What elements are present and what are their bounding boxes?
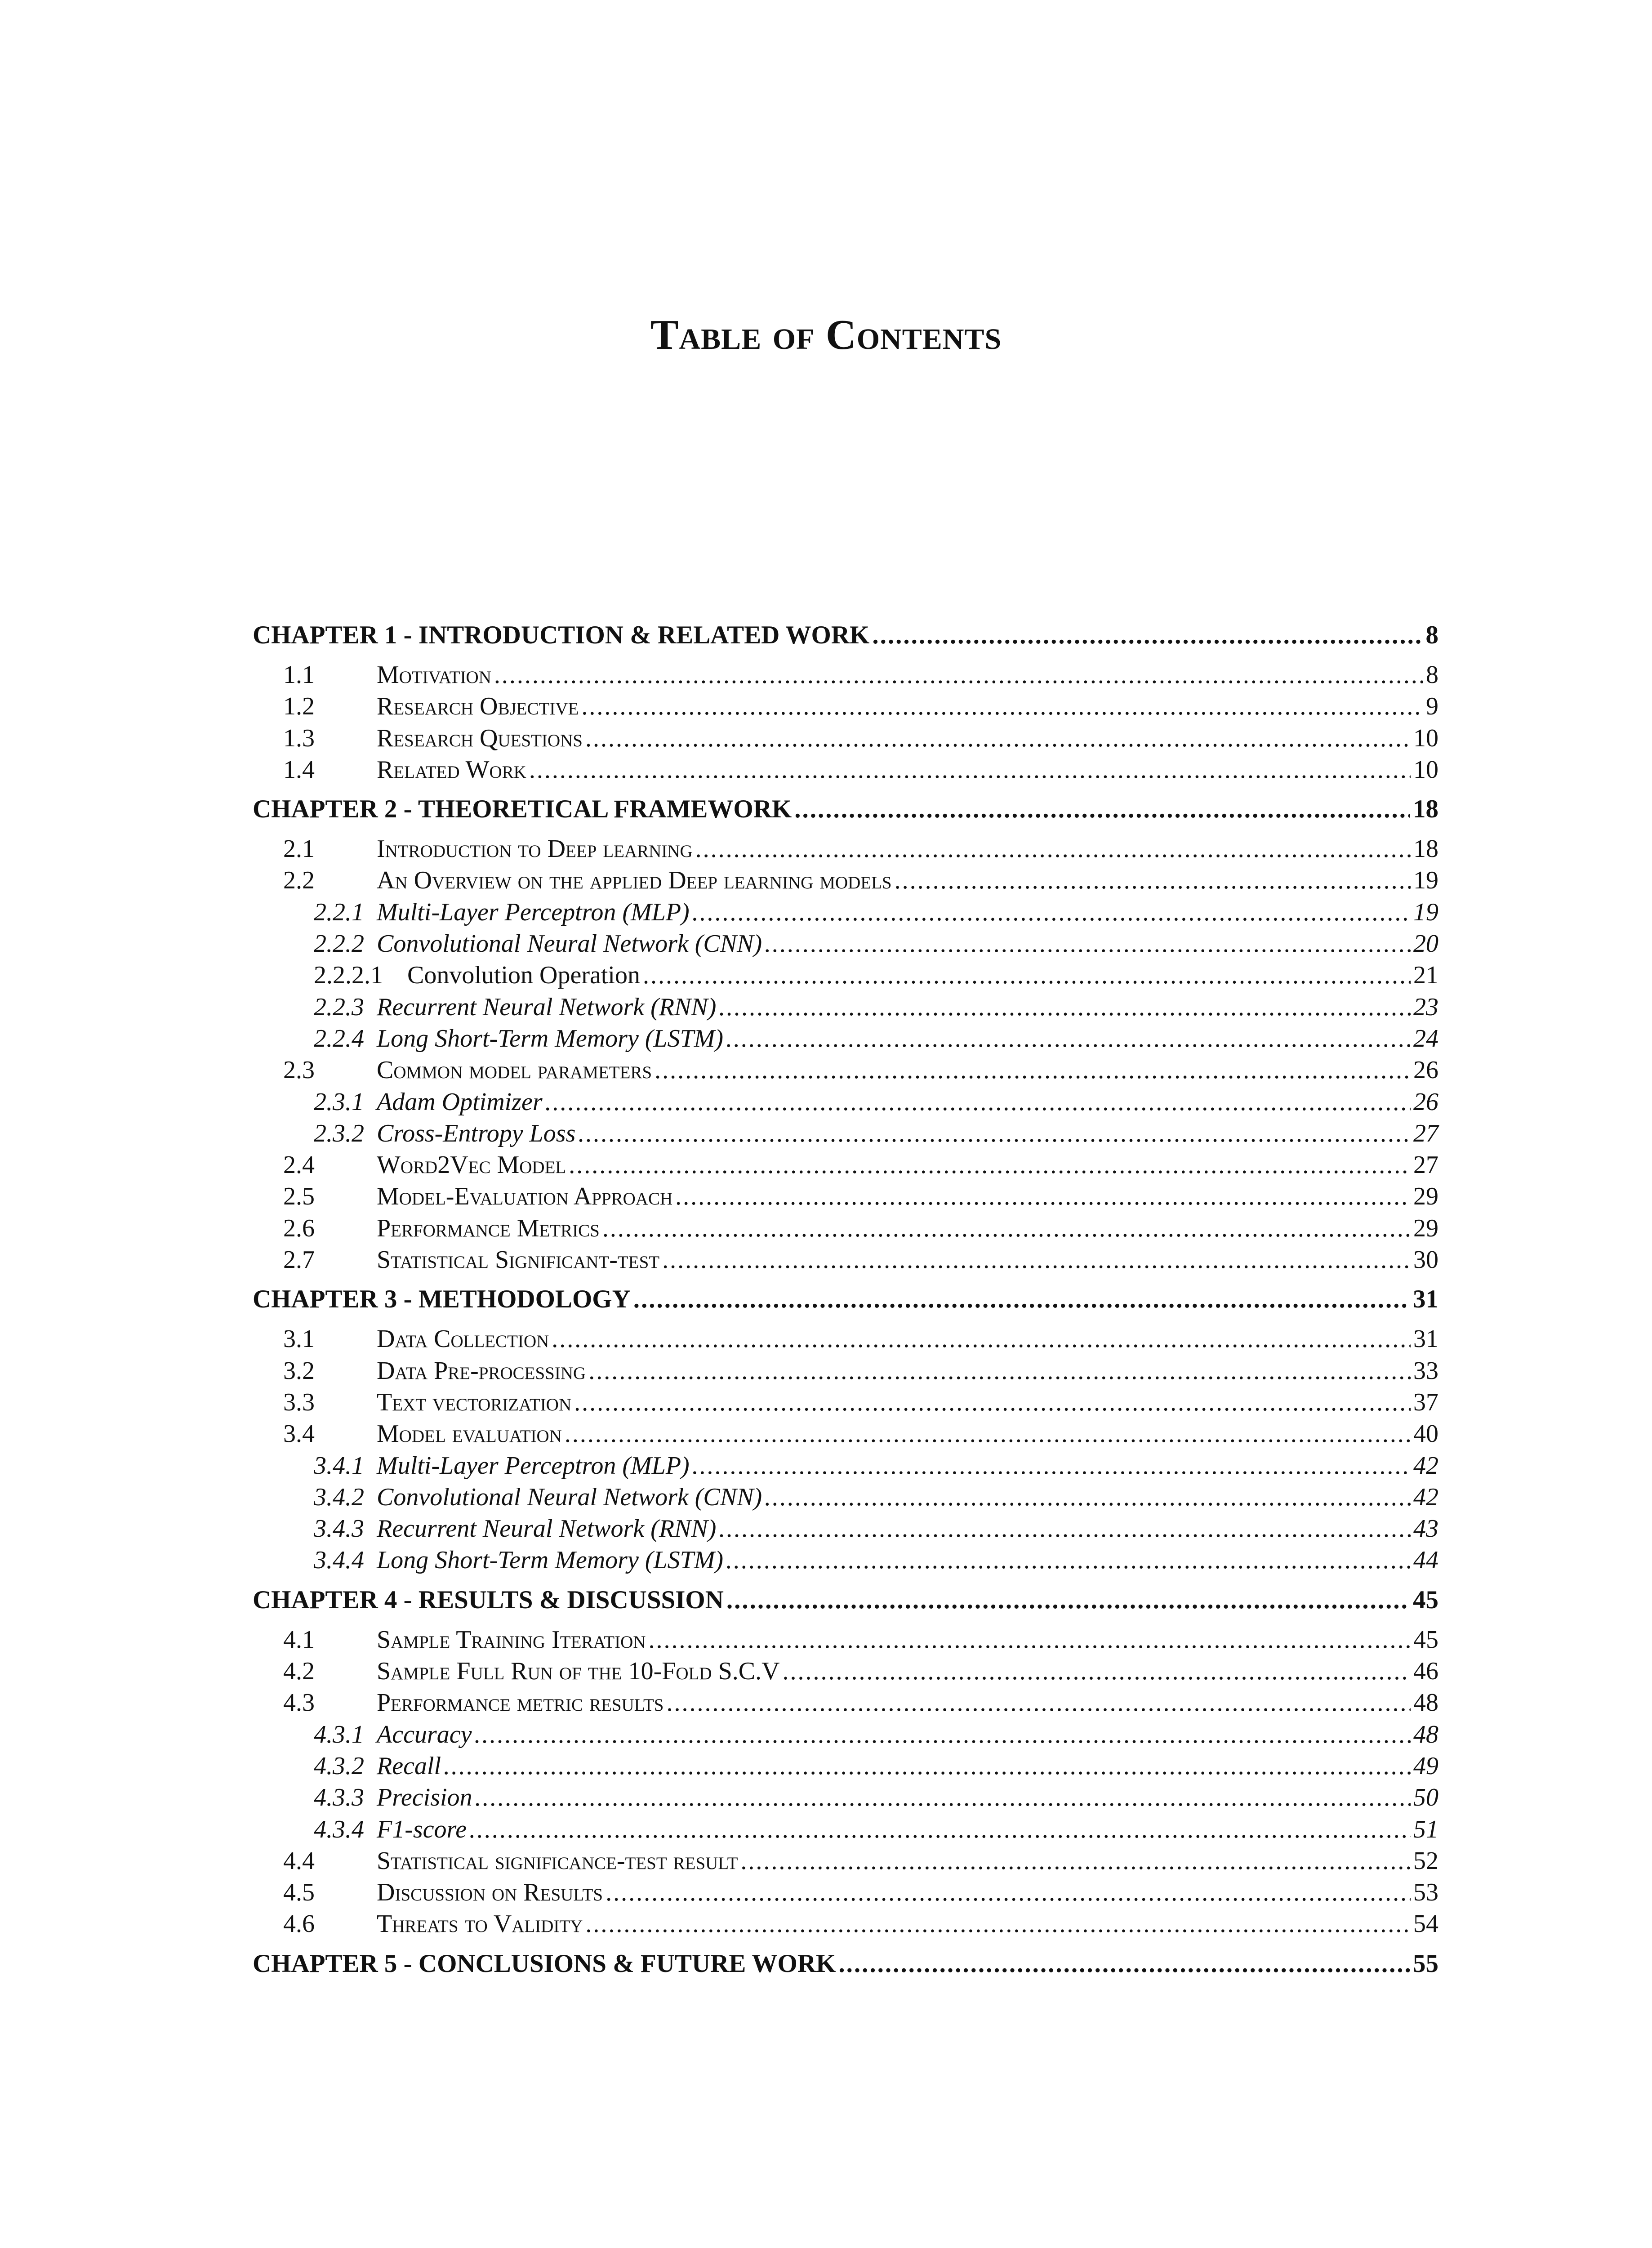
dot-leader: [444, 1750, 1411, 1782]
dot-leader: [794, 785, 1410, 833]
toc-section-entry[interactable]: [253, 1624, 1438, 1655]
page-number: 48: [1413, 1689, 1438, 1717]
entry-title: Accuracy: [377, 1720, 472, 1748]
entry-title: Multi-Layer Perceptron (MLP): [377, 898, 690, 926]
dot-leader: [666, 1687, 1411, 1718]
toc-section-entry[interactable]: [253, 1323, 1438, 1355]
toc-section-entry[interactable]: [253, 1877, 1438, 1908]
entry-title: Data Collection: [377, 1325, 549, 1353]
page-number: 21: [1413, 961, 1438, 990]
dot-leader: [585, 1908, 1411, 1940]
toc-subsection-entry[interactable]: [253, 1544, 1438, 1576]
entry-number: 2.3.2: [314, 1119, 364, 1147]
entry-title: Sample Full Run of the 10-Fold S.C.V: [377, 1657, 780, 1686]
entry-title: Statistical significance-test result: [377, 1847, 738, 1875]
toc-subsection-entry[interactable]: [253, 1086, 1438, 1118]
page-number: 18: [1413, 835, 1438, 863]
toc-section-entry[interactable]: [253, 723, 1438, 754]
entry-title: Convolutional Neural Network (CNN): [377, 930, 762, 958]
entry-title: Multi-Layer Perceptron (MLP): [377, 1451, 690, 1480]
page-number: 29: [1413, 1214, 1438, 1242]
dot-leader: [581, 691, 1423, 722]
dot-leader: [633, 1276, 1410, 1323]
entry-title: Research Questions: [377, 724, 583, 752]
entry-number: 4.3.3: [314, 1784, 364, 1812]
entry-title: CHAPTER 5 - CONCLUSIONS & FUTURE WORK: [253, 1949, 836, 1978]
toc-subsection-entry[interactable]: [253, 959, 1438, 991]
entry-number: 3.4.3: [314, 1515, 364, 1543]
toc-section-entry[interactable]: [253, 1908, 1438, 1940]
entry-title: Adam Optimizer: [377, 1088, 543, 1116]
entry-number: 3.2: [283, 1356, 315, 1385]
page-number: 23: [1413, 993, 1438, 1021]
entry-title: Performance Metrics: [377, 1214, 600, 1242]
page-number: 29: [1413, 1182, 1438, 1211]
toc-section-entry[interactable]: [253, 1244, 1438, 1276]
toc-subsection-entry[interactable]: [253, 1023, 1438, 1054]
entry-number: 2.2.3: [314, 993, 364, 1021]
dot-leader: [578, 1118, 1411, 1149]
entry-number: 4.3.1: [314, 1720, 364, 1748]
toc-section-entry[interactable]: [253, 754, 1438, 785]
page-number: 31: [1413, 1285, 1438, 1314]
entry-number: 3.4.4: [314, 1546, 364, 1574]
dot-leader: [726, 1576, 1410, 1624]
dot-leader: [872, 611, 1423, 659]
entry-title: Performance metric results: [377, 1689, 664, 1717]
toc-chapter-entry[interactable]: [253, 785, 1438, 833]
page-number: 49: [1413, 1752, 1438, 1780]
dot-leader: [474, 1719, 1411, 1750]
entry-title: Data Pre-processing: [377, 1356, 586, 1385]
dot-leader: [475, 1782, 1411, 1813]
entry-number: 2.2.2: [314, 930, 364, 958]
page-number: 19: [1413, 898, 1438, 926]
page-number: 30: [1413, 1246, 1438, 1274]
page-number: 8: [1425, 621, 1438, 649]
page-number: 26: [1413, 1056, 1438, 1084]
entry-number: 2.2.2.1: [314, 961, 383, 990]
toc-section-entry[interactable]: [253, 833, 1438, 865]
dot-leader: [740, 1845, 1411, 1877]
page-number: 27: [1413, 1151, 1438, 1179]
entry-title: Motivation: [377, 661, 491, 689]
entry-number: 2.4: [283, 1151, 315, 1179]
entry-title: Long Short-Term Memory (LSTM): [377, 1546, 724, 1574]
page-number: 55: [1413, 1949, 1438, 1978]
entry-number: 3.1: [283, 1325, 315, 1353]
entry-title: CHAPTER 4 - RESULTS & DISCUSSION: [253, 1585, 724, 1614]
toc-subsection-entry[interactable]: [253, 897, 1438, 928]
dot-leader: [692, 1450, 1411, 1481]
entry-number: 4.4: [283, 1847, 315, 1875]
page-number: 51: [1413, 1815, 1438, 1843]
entry-number: 4.2: [283, 1657, 315, 1686]
page-number: 8: [1426, 661, 1438, 689]
dot-leader: [552, 1323, 1411, 1355]
entry-number: 3.3: [283, 1388, 315, 1416]
page-number: 45: [1413, 1585, 1438, 1614]
dot-leader: [726, 1544, 1411, 1576]
toc-section-entry[interactable]: [253, 691, 1438, 722]
entry-title: Cross-Entropy Loss: [377, 1119, 576, 1147]
entry-title: Related Work: [377, 755, 526, 784]
entry-number: 3.4.1: [314, 1451, 364, 1480]
dot-leader: [574, 1387, 1411, 1418]
toc-subsection-entry[interactable]: [253, 1481, 1438, 1513]
entry-number: 1.2: [283, 692, 315, 721]
page-number: 45: [1413, 1625, 1438, 1654]
dot-leader: [765, 928, 1411, 959]
entry-title: Statistical Significant-test: [377, 1246, 660, 1274]
page-number: 52: [1413, 1847, 1438, 1875]
entry-number: 3.4.2: [314, 1483, 364, 1511]
toc-section-entry[interactable]: [253, 1845, 1438, 1877]
page-number: 19: [1413, 866, 1438, 895]
toc-subsection-entry[interactable]: [253, 1750, 1438, 1782]
entry-number: 4.1: [283, 1625, 315, 1654]
page-title: Table of Contents: [650, 312, 1002, 358]
toc-subsection-entry[interactable]: [253, 1513, 1438, 1544]
page-number: 44: [1413, 1546, 1438, 1574]
page-number: 10: [1413, 724, 1438, 752]
toc-subsection-entry[interactable]: [253, 1814, 1438, 1845]
dot-leader: [529, 754, 1411, 785]
dot-leader: [602, 1213, 1411, 1244]
entry-title: Recurrent Neural Network (RNN): [377, 993, 717, 1021]
dot-leader: [692, 897, 1411, 928]
entry-title: Sample Training Iteration: [377, 1625, 646, 1654]
page-number: 53: [1413, 1878, 1438, 1907]
entry-number: 4.3.4: [314, 1815, 364, 1843]
entry-title: Recall: [377, 1752, 441, 1780]
toc-chapter-entry[interactable]: [253, 1276, 1438, 1323]
toc-section-entry[interactable]: [253, 1687, 1438, 1718]
toc-section-entry[interactable]: [253, 1655, 1438, 1687]
entry-title: Convolutional Neural Network (CNN): [377, 1483, 762, 1511]
page-number: 40: [1413, 1420, 1438, 1448]
toc-section-entry[interactable]: [253, 1054, 1438, 1086]
entry-title: Recurrent Neural Network (RNN): [377, 1515, 717, 1543]
entry-number: 2.5: [283, 1182, 315, 1211]
entry-title: Convolution Operation: [407, 961, 640, 990]
entry-number: 2.1: [283, 835, 315, 863]
dot-leader: [838, 1940, 1410, 1988]
dot-leader: [585, 723, 1411, 754]
toc-chapter-entry[interactable]: [253, 1576, 1438, 1624]
entry-number: 2.2: [283, 866, 315, 895]
dot-leader: [783, 1655, 1411, 1687]
entry-number: 1.3: [283, 724, 315, 752]
entry-title: Research Objective: [377, 692, 579, 721]
entry-number: 2.3: [283, 1056, 315, 1084]
entry-number: 2.3.1: [314, 1088, 364, 1116]
entry-title: Model evaluation: [377, 1420, 562, 1448]
toc-section-entry[interactable]: [253, 865, 1438, 896]
table-of-contents: [253, 611, 1438, 1988]
toc-subsection-entry[interactable]: [253, 1118, 1438, 1149]
entry-number: 2.7: [283, 1246, 315, 1274]
toc-section-entry[interactable]: [253, 1149, 1438, 1181]
entry-title: CHAPTER 1 - INTRODUCTION & RELATED WORK: [253, 621, 870, 649]
dot-leader: [569, 1149, 1411, 1181]
page-number: 18: [1413, 795, 1438, 824]
entry-number: 3.4: [283, 1420, 315, 1448]
dot-leader: [469, 1814, 1411, 1845]
dot-leader: [765, 1481, 1411, 1513]
dot-leader: [565, 1418, 1411, 1450]
page-number: 9: [1426, 692, 1438, 721]
dot-leader: [606, 1877, 1411, 1908]
page-number: 10: [1413, 755, 1438, 784]
page-number: 24: [1413, 1024, 1438, 1053]
entry-number: 2.2.1: [314, 898, 364, 926]
entry-number: 4.6: [283, 1910, 315, 1938]
toc-section-entry[interactable]: [253, 1387, 1438, 1418]
page-number: 33: [1413, 1356, 1438, 1385]
entry-title: CHAPTER 2 - THEORETICAL FRAMEWORK: [253, 795, 792, 824]
entry-number: 4.3: [283, 1689, 315, 1717]
entry-title: Discussion on Results: [377, 1878, 603, 1907]
toc-section-entry[interactable]: [253, 659, 1438, 691]
entry-title: Model-Evaluation Approach: [377, 1182, 673, 1211]
page-number: 50: [1413, 1784, 1438, 1812]
entry-title: Common model parameters: [377, 1056, 652, 1084]
toc-section-entry[interactable]: [253, 1213, 1438, 1244]
entry-title: Long Short-Term Memory (LSTM): [377, 1024, 724, 1053]
toc-section-entry[interactable]: [253, 1355, 1438, 1387]
entry-title: Text vectorization: [377, 1388, 572, 1416]
dot-leader: [675, 1181, 1411, 1212]
toc-section-entry[interactable]: [253, 1418, 1438, 1450]
page-number: 26: [1413, 1088, 1438, 1116]
dot-leader: [726, 1023, 1411, 1054]
dot-leader: [719, 1513, 1411, 1544]
dot-leader: [545, 1086, 1411, 1118]
dot-leader: [655, 1054, 1411, 1086]
dot-leader: [588, 1355, 1411, 1387]
page-number: 48: [1413, 1720, 1438, 1748]
dot-leader: [648, 1624, 1411, 1655]
toc-chapter-entry[interactable]: [253, 1940, 1438, 1988]
entry-number: 4.3.2: [314, 1752, 364, 1780]
entry-number: 2.2.4: [314, 1024, 364, 1053]
toc-section-entry[interactable]: [253, 1181, 1438, 1212]
toc-subsection-entry[interactable]: [253, 1450, 1438, 1481]
page-number: 42: [1413, 1483, 1438, 1511]
toc-chapter-entry[interactable]: [253, 611, 1438, 659]
dot-leader: [695, 833, 1411, 865]
entry-title: Threats to Validity: [377, 1910, 583, 1938]
entry-title: F1-score: [377, 1815, 467, 1843]
dot-leader: [643, 959, 1411, 991]
toc-subsection-entry[interactable]: [253, 1719, 1438, 1750]
toc-subsection-entry[interactable]: [253, 928, 1438, 959]
page-number: 27: [1413, 1119, 1438, 1147]
page-number: 20: [1413, 930, 1438, 958]
entry-title: Precision: [377, 1784, 472, 1812]
toc-subsection-entry[interactable]: [253, 1782, 1438, 1813]
entry-number: 1.4: [283, 755, 315, 784]
page-number: 54: [1413, 1910, 1438, 1938]
page-number: 31: [1413, 1325, 1438, 1353]
dot-leader: [895, 865, 1411, 896]
dot-leader: [719, 991, 1411, 1023]
entry-title: Word2Vec Model: [377, 1151, 566, 1179]
toc-subsection-entry[interactable]: [253, 991, 1438, 1023]
entry-title: CHAPTER 3 - METHODOLOGY: [253, 1285, 631, 1314]
dot-leader: [494, 659, 1423, 691]
page-number: 46: [1413, 1657, 1438, 1686]
entry-number: 1.1: [283, 661, 315, 689]
entry-number: 2.6: [283, 1214, 315, 1242]
entry-number: 4.5: [283, 1878, 315, 1907]
page-number: 43: [1413, 1515, 1438, 1543]
page-number: 42: [1413, 1451, 1438, 1480]
entry-title: Introduction to Deep learning: [377, 835, 693, 863]
page-number: 37: [1413, 1388, 1438, 1416]
dot-leader: [662, 1244, 1411, 1276]
entry-title: An Overview on the applied Deep learning models: [377, 866, 892, 895]
